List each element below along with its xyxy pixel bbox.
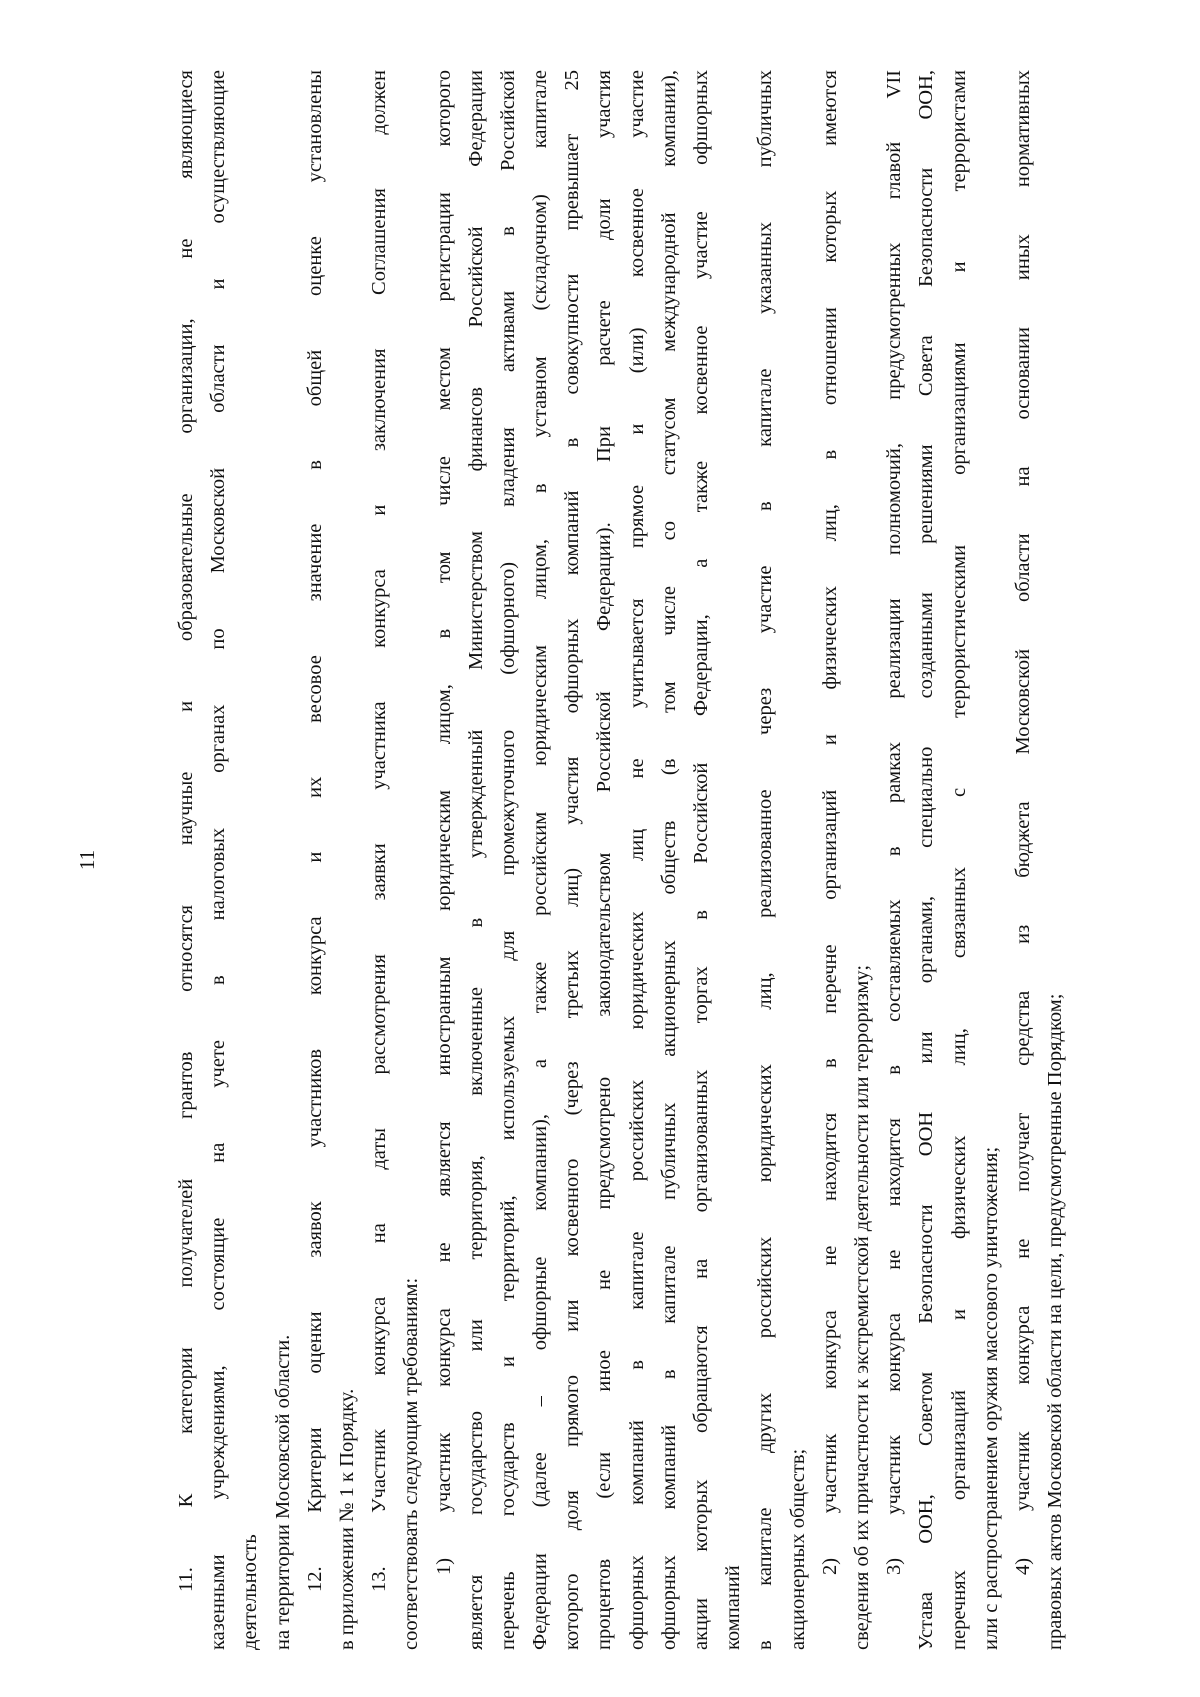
text-line: акции которых обращаются на организованных торгах в Российской Федерации, а также косвенное участие офшорных bbox=[690, 70, 712, 1650]
text-line: или с распространением оружия массового уничтожения; bbox=[979, 1146, 1002, 1650]
text-line: 13. Участник конкурса на даты рассмотрения заявки участника конкурса и заключения Соглашения должен bbox=[368, 70, 391, 1592]
text-line: Федерации (далее – офшорные компании), а также российским юридическим лицом, в уставном (складочном) капитале bbox=[529, 70, 552, 1650]
text-line: акционерных обществ; bbox=[786, 1448, 809, 1650]
document-body bbox=[170, 70, 1071, 1650]
text-line: деятельность bbox=[239, 1534, 262, 1650]
text-line: 4) участник конкурса не получает средства из бюджета Московской области на основании иных нормативных bbox=[1011, 70, 1034, 1575]
text-line: правовых актов Московской области на цели, предусмотренные Порядком; bbox=[1044, 993, 1067, 1650]
text-line: на территории Московской области. bbox=[271, 1334, 294, 1650]
text-line: 1) участник конкурса не является иностранным юридическим лицом, в том числе местом регистрации которого bbox=[432, 70, 455, 1575]
text-line: 11. К категории получателей грантов относятся научные и образовательные организации, не являющиеся bbox=[175, 70, 197, 1592]
text-line: казенными учреждениями, состоящие на учете в налоговых органах по Московской области и осуществляющие bbox=[207, 70, 230, 1650]
text-line: компаний bbox=[722, 1565, 745, 1650]
text-line: 12. Критерии оценки заявок участников конкурса и их весовое значение в общей оценке установлены bbox=[303, 70, 326, 1592]
text-line: в капитале других российских юридических лиц, реализованное через участие в капитале указанных публичных bbox=[754, 70, 777, 1650]
text-line: офшорных компаний в капитале российских юридических лиц не учитывается прямое и (или) косвенное участие bbox=[625, 70, 648, 1650]
text-line: офшорных компаний в капитале публичных акционерных обществ (в том числе со статусом международной компании), bbox=[657, 70, 680, 1650]
page-number: 11 bbox=[75, 849, 99, 871]
text-line: 3) участник конкурса не находится в составляемых в рамках реализации полномочий, предусмотренных главой VII bbox=[883, 70, 906, 1575]
text-line: соответствовать следующим требованиям: bbox=[400, 1277, 423, 1650]
text-line: является государство или территория, включенные в утвержденный Министерством финансов Российской Федерации bbox=[464, 70, 487, 1650]
text-line: перечень государств и территорий, используемых для промежуточного (офшорного) владения активами в Российской bbox=[496, 70, 519, 1650]
text-line: в приложении № 1 к Порядку. bbox=[335, 1388, 358, 1650]
text-line: сведения об их причастности к экстремистской деятельности или терроризму; bbox=[850, 964, 873, 1650]
rotated-content bbox=[75, 70, 1070, 1650]
text-line: процентов (если иное не предусмотрено законодательством Российской Федерации). При расчете доли участия bbox=[593, 70, 616, 1650]
text-line: перечнях организаций и физических лиц, связанных с террористическими организациями и террористами bbox=[947, 70, 970, 1650]
text-line: Устава ООН, Советом Безопасности ООН или органами, специально созданными решениями Совета Безопасности ООН, bbox=[915, 70, 938, 1650]
text-line: 2) участник конкурса не находится в перечне организаций и физических лиц, в отношении которых имеются bbox=[818, 70, 841, 1575]
text-line: которого доля прямого или косвенного (через третьих лиц) участия офшорных компаний в совокупности превышает 25 bbox=[561, 70, 584, 1650]
